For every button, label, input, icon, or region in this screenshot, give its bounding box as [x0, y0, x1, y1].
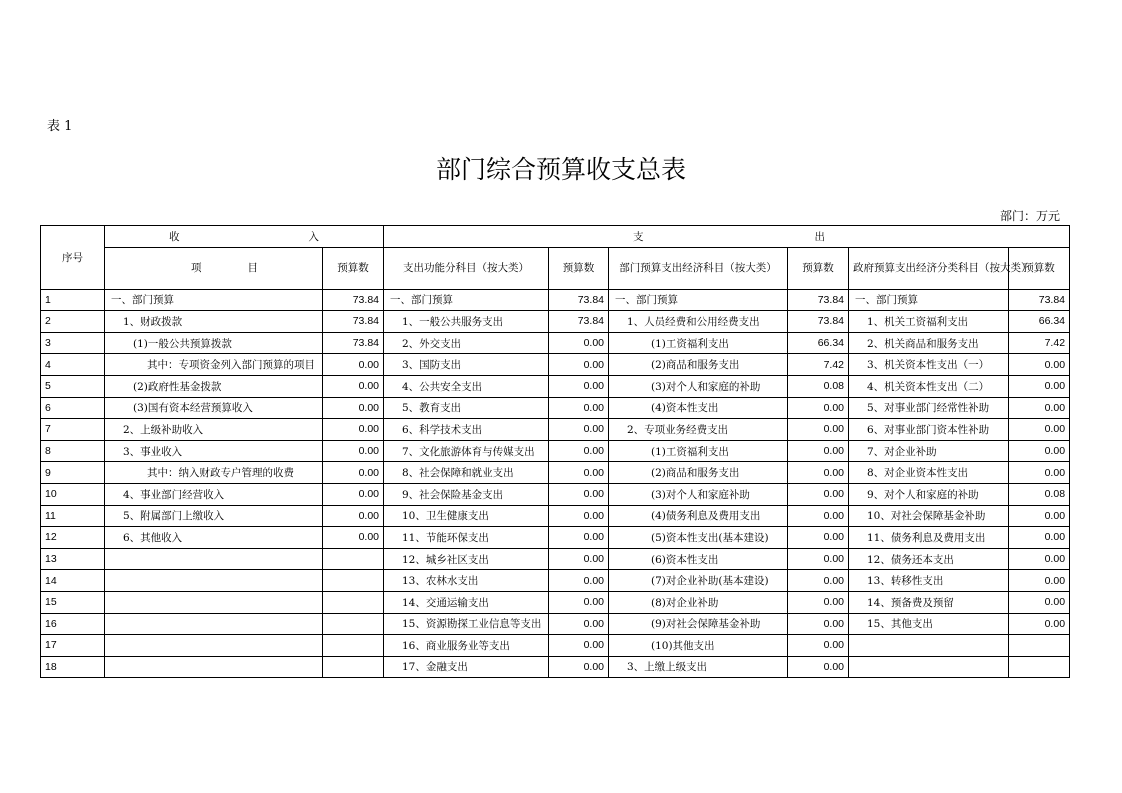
dept-value: 0.00: [788, 505, 849, 527]
gov-item: [849, 656, 1009, 678]
gov-value: [1009, 635, 1070, 657]
gov-item: 一、部门预算: [849, 289, 1009, 311]
func-item: 3、国防支出: [384, 354, 549, 376]
gov-item: 7、对企业补助: [849, 440, 1009, 462]
func-value: 0.00: [549, 505, 609, 527]
dept-value: 0.00: [788, 397, 849, 419]
income-item: 其中：纳入财政专户管理的收费: [105, 462, 323, 484]
func-item: 16、商业服务业等支出: [384, 635, 549, 657]
func-item: 17、金融支出: [384, 656, 549, 678]
dept-item: 一、部门预算: [609, 289, 788, 311]
dept-value: 0.08: [788, 375, 849, 397]
dept-value: 0.00: [788, 656, 849, 678]
func-item: 一、部门预算: [384, 289, 549, 311]
income-item: [105, 548, 323, 570]
row-seq: 5: [41, 375, 105, 397]
gov-value: 0.00: [1009, 375, 1070, 397]
income-value: [323, 635, 384, 657]
func-value: 0.00: [549, 332, 609, 354]
table-row: [41, 397, 1070, 419]
income-item: [105, 656, 323, 678]
func-value: 0.00: [549, 462, 609, 484]
dept-item: 1、人员经费和公用经费支出: [609, 311, 788, 333]
income-value: 73.84: [323, 332, 384, 354]
income-value: 0.00: [323, 419, 384, 441]
income-value: 0.00: [323, 354, 384, 376]
income-item: (3)国有资本经营预算收入: [105, 397, 323, 419]
table-row: [41, 332, 1070, 354]
dept-item: (4)债务利息及费用支出: [609, 505, 788, 527]
gov-item: 14、预备费及预留: [849, 591, 1009, 613]
header-income: 收 入: [105, 226, 384, 248]
func-item: 12、城乡社区支出: [384, 548, 549, 570]
dept-value: 66.34: [788, 332, 849, 354]
dept-value: 73.84: [788, 289, 849, 311]
header-expense: 支 出: [384, 226, 1070, 248]
gov-value: 0.00: [1009, 397, 1070, 419]
income-item: [105, 613, 323, 635]
gov-value: 0.00: [1009, 613, 1070, 635]
dept-item: 2、专项业务经费支出: [609, 419, 788, 441]
table-row: [41, 289, 1070, 311]
table-row: [41, 527, 1070, 549]
dept-item: (1)工资福利支出: [609, 440, 788, 462]
table-row: [41, 570, 1070, 592]
dept-value: 0.00: [788, 462, 849, 484]
gov-value: 73.84: [1009, 289, 1070, 311]
table-row: [41, 483, 1070, 505]
gov-item: 8、对企业资本性支出: [849, 462, 1009, 484]
income-value: 73.84: [323, 311, 384, 333]
func-value: 0.00: [549, 440, 609, 462]
row-seq: 17: [41, 635, 105, 657]
gov-value: 0.00: [1009, 419, 1070, 441]
header-gov-econ: 政府预算支出经济分类科目（按大类）: [849, 247, 1009, 289]
dept-item: (8)对企业补助: [609, 591, 788, 613]
table-row: [41, 613, 1070, 635]
table-row: [41, 462, 1070, 484]
dept-item: (7)对企业补助(基本建设): [609, 570, 788, 592]
table-row: [41, 591, 1070, 613]
func-item: 4、公共安全支出: [384, 375, 549, 397]
table-row: [41, 354, 1070, 376]
header-seq: 序号: [41, 226, 105, 290]
func-value: 0.00: [549, 656, 609, 678]
income-value: 0.00: [323, 527, 384, 549]
gov-item: 9、对个人和家庭的补助: [849, 483, 1009, 505]
row-seq: 8: [41, 440, 105, 462]
table-label: 表 1: [47, 119, 73, 134]
income-value: 0.00: [323, 397, 384, 419]
header-dept-econ: 部门预算支出经济科目（按大类）: [609, 247, 788, 289]
dept-item: (6)资本性支出: [609, 548, 788, 570]
func-item: 11、节能环保支出: [384, 527, 549, 549]
gov-value: 0.00: [1009, 527, 1070, 549]
dept-item: (5)资本性支出(基本建设): [609, 527, 788, 549]
func-value: 0.00: [549, 548, 609, 570]
income-item: 3、事业收入: [105, 440, 323, 462]
dept-item: (3)对个人和家庭的补助: [609, 375, 788, 397]
income-item: 6、其他收入: [105, 527, 323, 549]
func-value: 0.00: [549, 613, 609, 635]
income-item: [105, 591, 323, 613]
header-budget-dept: 预算数: [788, 247, 849, 289]
dept-item: 3、上缴上级支出: [609, 656, 788, 678]
gov-value: 0.00: [1009, 548, 1070, 570]
gov-item: 10、对社会保障基金补助: [849, 505, 1009, 527]
table-row: [41, 311, 1070, 333]
func-value: 0.00: [549, 375, 609, 397]
table-row: [41, 419, 1070, 441]
func-item: 9、社会保险基金支出: [384, 483, 549, 505]
dept-value: 0.00: [788, 635, 849, 657]
income-item: 1、财政拨款: [105, 311, 323, 333]
row-seq: 1: [41, 289, 105, 311]
func-item: 7、文化旅游体育与传媒支出: [384, 440, 549, 462]
income-item: 一、部门预算: [105, 289, 323, 311]
dept-value: 0.00: [788, 440, 849, 462]
table-row: [41, 375, 1070, 397]
row-seq: 15: [41, 591, 105, 613]
income-value: [323, 570, 384, 592]
gov-item: 4、机关资本性支出（二）: [849, 375, 1009, 397]
gov-item: 2、机关商品和服务支出: [849, 332, 1009, 354]
income-value: [323, 613, 384, 635]
gov-value: 66.34: [1009, 311, 1070, 333]
income-value: 0.00: [323, 440, 384, 462]
row-seq: 14: [41, 570, 105, 592]
gov-value: 7.42: [1009, 332, 1070, 354]
func-item: 1、一般公共服务支出: [384, 311, 549, 333]
row-seq: 18: [41, 656, 105, 678]
func-item: 13、农林水支出: [384, 570, 549, 592]
income-item: (2)政府性基金拨款: [105, 375, 323, 397]
income-value: [323, 656, 384, 678]
dept-value: 0.00: [788, 548, 849, 570]
budget-table: [40, 225, 1070, 678]
income-item: [105, 635, 323, 657]
func-value: 0.00: [549, 483, 609, 505]
header-item: 项 目: [105, 247, 323, 289]
dept-value: 0.00: [788, 591, 849, 613]
unit-label: 部门：万元: [999, 209, 1060, 223]
gov-item: 3、机关资本性支出（一）: [849, 354, 1009, 376]
gov-value: 0.00: [1009, 354, 1070, 376]
gov-item: [849, 635, 1009, 657]
row-seq: 7: [41, 419, 105, 441]
income-item: 5、附属部门上缴收入: [105, 505, 323, 527]
func-value: 73.84: [549, 311, 609, 333]
row-seq: 6: [41, 397, 105, 419]
dept-item: (10)其他支出: [609, 635, 788, 657]
dept-value: 73.84: [788, 311, 849, 333]
gov-value: 0.00: [1009, 591, 1070, 613]
dept-value: 0.00: [788, 483, 849, 505]
row-seq: 12: [41, 527, 105, 549]
gov-item: 5、对事业部门经常性补助: [849, 397, 1009, 419]
row-seq: 13: [41, 548, 105, 570]
dept-item: (2)商品和服务支出: [609, 462, 788, 484]
income-item: 4、事业部门经营收入: [105, 483, 323, 505]
dept-item: (2)商品和服务支出: [609, 354, 788, 376]
dept-value: 7.42: [788, 354, 849, 376]
gov-item: 15、其他支出: [849, 613, 1009, 635]
income-item: 2、上级补助收入: [105, 419, 323, 441]
func-value: 0.00: [549, 419, 609, 441]
func-item: 5、教育支出: [384, 397, 549, 419]
dept-value: 0.00: [788, 613, 849, 635]
table-row: [41, 635, 1070, 657]
gov-item: 11、债务利息及费用支出: [849, 527, 1009, 549]
income-item: (1)一般公共预算拨款: [105, 332, 323, 354]
gov-value: 0.08: [1009, 483, 1070, 505]
dept-value: 0.00: [788, 419, 849, 441]
income-value: 0.00: [323, 483, 384, 505]
gov-value: 0.00: [1009, 570, 1070, 592]
income-item: 其中：专项资金列入部门预算的项目: [105, 354, 323, 376]
gov-value: 0.00: [1009, 440, 1070, 462]
func-value: 0.00: [549, 635, 609, 657]
income-value: [323, 548, 384, 570]
income-value: 0.00: [323, 505, 384, 527]
func-item: 15、资源勘探工业信息等支出: [384, 613, 549, 635]
income-item: [105, 570, 323, 592]
func-value: 73.84: [549, 289, 609, 311]
row-seq: 3: [41, 332, 105, 354]
income-value: [323, 591, 384, 613]
gov-item: 6、对事业部门资本性补助: [849, 419, 1009, 441]
table-row: [41, 440, 1070, 462]
gov-item: 12、债务还本支出: [849, 548, 1009, 570]
func-item: 6、科学技术支出: [384, 419, 549, 441]
func-item: 10、卫生健康支出: [384, 505, 549, 527]
header-budget-income: 预算数: [323, 247, 384, 289]
gov-item: 1、机关工资福利支出: [849, 311, 1009, 333]
dept-value: 0.00: [788, 570, 849, 592]
table-row: [41, 656, 1070, 678]
table-row: [41, 505, 1070, 527]
gov-item: 13、转移性支出: [849, 570, 1009, 592]
func-item: 14、交通运输支出: [384, 591, 549, 613]
row-seq: 9: [41, 462, 105, 484]
row-seq: 16: [41, 613, 105, 635]
header-budget-func: 预算数: [549, 247, 609, 289]
func-item: 2、外交支出: [384, 332, 549, 354]
dept-item: (3)对个人和家庭补助: [609, 483, 788, 505]
func-value: 0.00: [549, 527, 609, 549]
row-seq: 11: [41, 505, 105, 527]
func-item: 8、社会保障和就业支出: [384, 462, 549, 484]
row-seq: 4: [41, 354, 105, 376]
dept-item: (1)工资福利支出: [609, 332, 788, 354]
page-title: 部门综合预算收支总表: [435, 155, 686, 184]
gov-value: [1009, 656, 1070, 678]
row-seq: 2: [41, 311, 105, 333]
income-value: 0.00: [323, 375, 384, 397]
header-budget-gov: 预算数: [1009, 247, 1070, 289]
income-value: 73.84: [323, 289, 384, 311]
func-value: 0.00: [549, 591, 609, 613]
gov-value: 0.00: [1009, 505, 1070, 527]
dept-item: (9)对社会保障基金补助: [609, 613, 788, 635]
dept-value: 0.00: [788, 527, 849, 549]
func-value: 0.00: [549, 397, 609, 419]
header-func-class: 支出功能分科目（按大类）: [384, 247, 549, 289]
table-row: [41, 548, 1070, 570]
gov-value: 0.00: [1009, 462, 1070, 484]
dept-item: (4)资本性支出: [609, 397, 788, 419]
func-value: 0.00: [549, 570, 609, 592]
func-value: 0.00: [549, 354, 609, 376]
income-value: 0.00: [323, 462, 384, 484]
row-seq: 10: [41, 483, 105, 505]
